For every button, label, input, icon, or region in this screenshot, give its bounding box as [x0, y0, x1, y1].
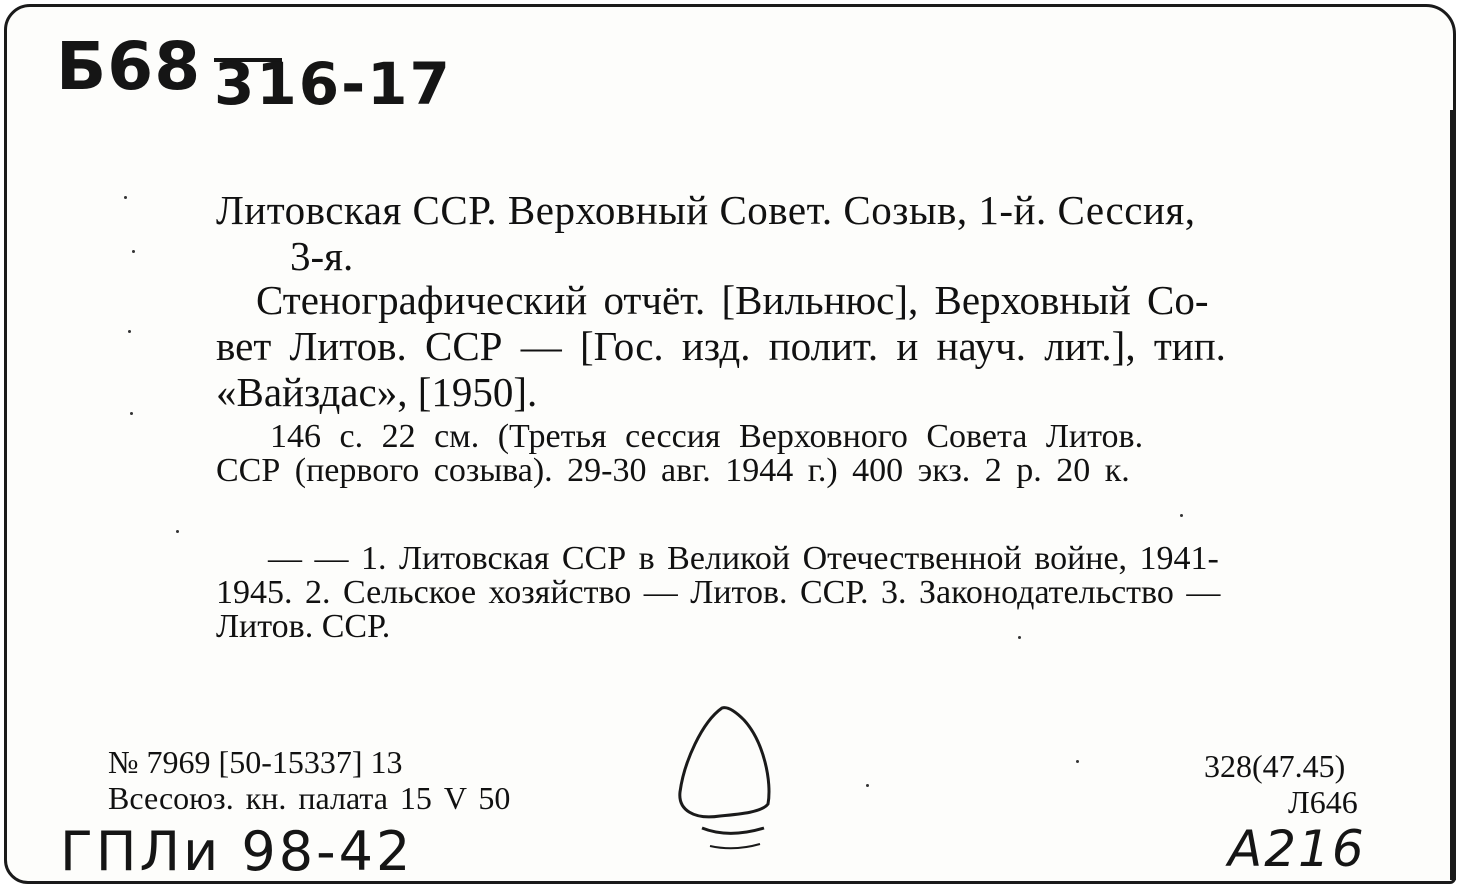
scan-speck: [1018, 636, 1021, 639]
card-edge: [1450, 110, 1456, 880]
scan-speck: [866, 784, 869, 787]
heading-line-2: 3-я.: [290, 233, 354, 279]
scan-speck: [176, 530, 179, 533]
collation-line-1: 146 с. 22 см. (Третья сессия Верховного Совета Литов.: [270, 418, 1144, 455]
book-chamber-line: Всесоюз. кн. палата 15 V 50: [108, 780, 511, 816]
title-line-2: вет Литов. ССР — [Гос. изд. полит. и науч. лит.], тип.: [216, 323, 1226, 369]
subjects-line-2: 1945. 2. Сельское хозяйство — Литов. ССР. 3. Законодательство —: [216, 574, 1221, 611]
scan-speck: [130, 412, 133, 415]
handwritten-accession-mark: А216: [1228, 820, 1366, 878]
order-number: № 7969 [50-15337] 13: [108, 744, 403, 780]
title-line-3: «Вайздас», [1950].: [216, 369, 538, 415]
classification-number: 328(47.45): [1204, 748, 1346, 784]
heading-line-1: Литовская ССР. Верховный Совет. Созыв, 1-й. Сессия,: [216, 187, 1196, 233]
card-hole-outline: [672, 702, 782, 852]
shelf-mark-sub: 316-17: [214, 50, 452, 118]
scan-speck: [128, 330, 131, 333]
scan-speck: [132, 250, 135, 253]
scan-speck: [1076, 760, 1079, 763]
subjects-line-3: Литов. ССР.: [216, 608, 391, 645]
handwritten-inventory-number: ГПЛи 98-42: [60, 820, 414, 883]
title-line-1: Стенографический отчёт. [Вильнюс], Верховный Со-: [256, 277, 1209, 323]
subjects-line-1: — — 1. Литовская ССР в Великой Отечественной войне, 1941-: [268, 540, 1219, 577]
scan-speck: [124, 196, 127, 199]
collation-line-2: ССР (первого созыва). 29-30 авг. 1944 г.) 400 экз. 2 р. 20 к.: [216, 452, 1130, 489]
scan-speck: [1180, 514, 1183, 517]
shelf-mark-main: Б68: [56, 28, 202, 105]
author-mark: Л646: [1288, 784, 1358, 820]
